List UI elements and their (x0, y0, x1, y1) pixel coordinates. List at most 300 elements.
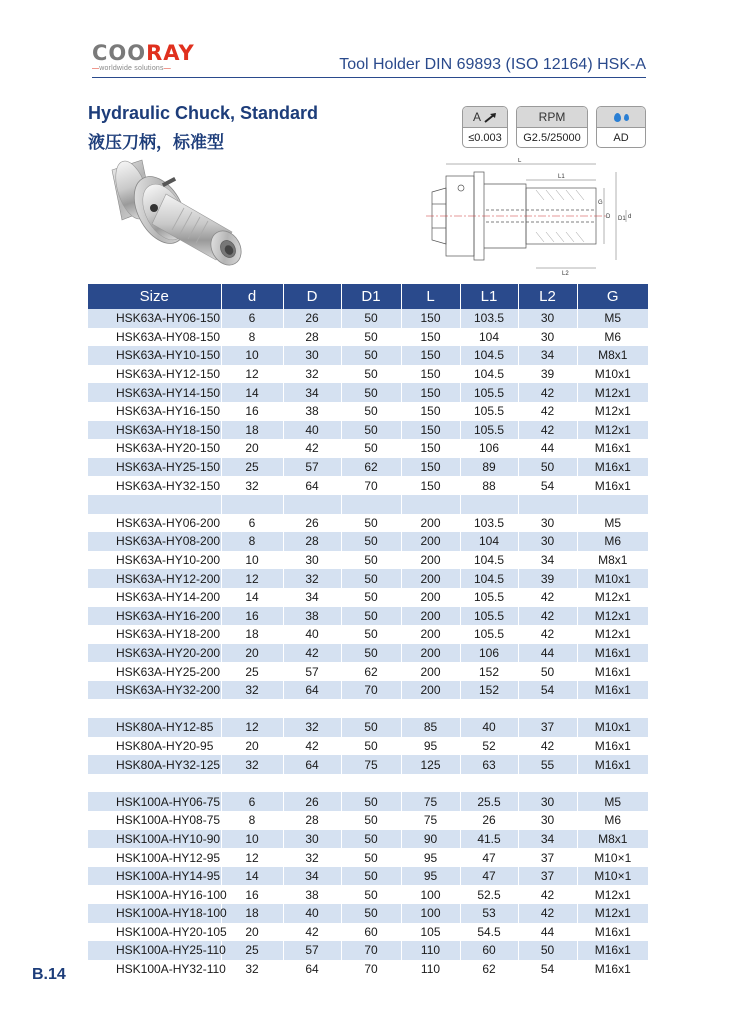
table-cell-g: M8x1 (577, 346, 648, 365)
runout-spec-box (462, 106, 508, 148)
dim-label-d: d (628, 214, 632, 220)
table-row (88, 941, 648, 960)
spec-table (88, 284, 648, 978)
table-cell-l2: 30 (518, 532, 577, 551)
table-cell-l: 200 (401, 588, 460, 607)
table-cell-l: 110 (401, 941, 460, 960)
table-cell-d: 30 (283, 830, 341, 849)
table-cell-l: 200 (401, 551, 460, 570)
coolant-value: AD (613, 132, 629, 144)
table-cell-l2: 50 (518, 662, 577, 681)
table-cell-l2: 42 (518, 421, 577, 440)
table-cell-size: HSK63A-HY08-200 (88, 532, 221, 551)
column-header-d: D (283, 284, 341, 309)
table-cell-d: 40 (283, 625, 341, 644)
table-cell-d: 32 (283, 718, 341, 737)
runout-label: A (472, 110, 481, 124)
table-cell-size: HSK100A-HY10-90 (88, 830, 221, 849)
table-cell-size: HSK100A-HY14-95 (88, 867, 221, 886)
table-cell-l: 200 (401, 514, 460, 533)
table-cell-d (283, 774, 341, 793)
table-cell-d: 26 (283, 792, 341, 811)
table-cell-g (577, 774, 648, 793)
table-cell-size: HSK63A-HY32-200 (88, 681, 221, 700)
table-cell-l2: 42 (518, 904, 577, 923)
table-cell-d: 20 (221, 439, 283, 458)
table-cell-l2: 37 (518, 848, 577, 867)
table-cell-l1: 105.5 (460, 607, 518, 626)
table-cell-l1: 105.5 (460, 588, 518, 607)
table-cell-l: 150 (401, 365, 460, 384)
table-cell-g: M8x1 (577, 551, 648, 570)
table-cell-size: HSK100A-HY08-75 (88, 811, 221, 830)
table-row (88, 830, 648, 849)
table-cell-l2: 50 (518, 941, 577, 960)
table-cell-l1: 47 (460, 867, 518, 886)
table-cell-d: 6 (221, 309, 283, 328)
table-cell-l1: 63 (460, 755, 518, 774)
table-cell-d: 12 (221, 848, 283, 867)
table-cell-l: 200 (401, 681, 460, 700)
table-cell-d: 38 (283, 402, 341, 421)
table-row (88, 737, 648, 756)
table-cell-d1: 70 (341, 941, 401, 960)
table-cell-size: HSK100A-HY25-110 (88, 941, 221, 960)
table-cell-size: HSK63A-HY10-150 (88, 346, 221, 365)
table-cell-size: HSK80A-HY12-85 (88, 718, 221, 737)
table-cell-size: HSK63A-HY25-150 (88, 458, 221, 477)
table-cell-l1: 53 (460, 904, 518, 923)
table-cell-l2: 50 (518, 458, 577, 477)
table-cell-l1: 60 (460, 941, 518, 960)
table-cell-l1: 47 (460, 848, 518, 867)
table-cell-l: 100 (401, 904, 460, 923)
table-row (88, 960, 648, 979)
table-cell-d: 18 (221, 421, 283, 440)
table-row (88, 532, 648, 551)
table-cell-d: 10 (221, 346, 283, 365)
table-cell-l2: 42 (518, 737, 577, 756)
table-cell-l1: 105.5 (460, 383, 518, 402)
table-cell-d: 32 (283, 569, 341, 588)
table-cell-l1: 104 (460, 328, 518, 347)
table-cell-d1: 50 (341, 328, 401, 347)
table-cell-d1: 50 (341, 421, 401, 440)
table-cell-l2: 55 (518, 755, 577, 774)
table-cell-size: HSK63A-HY10-200 (88, 551, 221, 570)
product-title-cn: 液压刀柄，标准型 (88, 133, 224, 153)
table-cell-d1: 50 (341, 402, 401, 421)
table-cell-l: 110 (401, 960, 460, 979)
table-row (88, 867, 648, 886)
rpm-spec-box (516, 106, 588, 148)
table-cell-g: M16x1 (577, 923, 648, 942)
table-cell-d: 32 (283, 365, 341, 384)
table-cell-l: 105 (401, 923, 460, 942)
table-cell-d: 8 (221, 328, 283, 347)
table-cell-l2: 34 (518, 346, 577, 365)
table-cell-size: HSK63A-HY14-150 (88, 383, 221, 402)
dim-label-D1: D1 (618, 216, 626, 222)
table-cell-l: 200 (401, 625, 460, 644)
table-cell-l1: 152 (460, 681, 518, 700)
table-cell-d: 42 (283, 737, 341, 756)
table-cell-size: HSK63A-HY32-150 (88, 476, 221, 495)
table-cell-d1: 50 (341, 718, 401, 737)
table-row (88, 402, 648, 421)
table-cell-d1: 50 (341, 383, 401, 402)
table-cell-l1: 104.5 (460, 569, 518, 588)
dim-label-L1: L1 (558, 174, 565, 180)
table-cell-d: 28 (283, 532, 341, 551)
table-cell-d: 57 (283, 662, 341, 681)
table-cell-g: M16x1 (577, 644, 648, 663)
page-number: B.14 (32, 966, 66, 983)
table-cell-l1: 88 (460, 476, 518, 495)
table-cell-l: 75 (401, 792, 460, 811)
brand-logo (92, 42, 202, 72)
table-cell-l1: 62 (460, 960, 518, 979)
table-cell-l: 200 (401, 644, 460, 663)
table-cell-d: 40 (283, 904, 341, 923)
table-row (88, 848, 648, 867)
table-cell-size: HSK63A-HY14-200 (88, 588, 221, 607)
table-cell-l1: 104.5 (460, 551, 518, 570)
table-cell-d: 20 (221, 923, 283, 942)
table-cell-d: 64 (283, 755, 341, 774)
table-cell-l2: 42 (518, 383, 577, 402)
table-cell-g (577, 495, 648, 514)
table-row (88, 607, 648, 626)
table-row (88, 904, 648, 923)
table-row (88, 923, 648, 942)
table-cell-d: 64 (283, 960, 341, 979)
table-cell-l1: 52 (460, 737, 518, 756)
table-cell-size: HSK63A-HY16-200 (88, 607, 221, 626)
table-cell-d: 25 (221, 458, 283, 477)
table-cell-d: 32 (221, 476, 283, 495)
table-row (88, 421, 648, 440)
table-cell-d: 14 (221, 383, 283, 402)
table-cell-size: HSK100A-HY16-100 (88, 885, 221, 904)
table-cell-g: M5 (577, 792, 648, 811)
table-cell-d: 8 (221, 811, 283, 830)
table-cell-l1: 152 (460, 662, 518, 681)
coolant-drops-icon (597, 107, 645, 128)
table-cell-l2: 30 (518, 792, 577, 811)
table-cell-d1: 70 (341, 681, 401, 700)
table-row (88, 755, 648, 774)
table-cell-d1: 75 (341, 755, 401, 774)
technical-drawing (426, 158, 641, 280)
table-cell-l2: 54 (518, 681, 577, 700)
table-cell-d: 57 (283, 458, 341, 477)
table-cell-g: M12x1 (577, 588, 648, 607)
table-cell-d: 10 (221, 551, 283, 570)
table-cell-l: 150 (401, 383, 460, 402)
table-cell-size: HSK63A-HY25-200 (88, 662, 221, 681)
table-cell-d (283, 495, 341, 514)
table-cell-d1: 50 (341, 532, 401, 551)
table-cell-l2: 42 (518, 625, 577, 644)
table-cell-g: M8x1 (577, 830, 648, 849)
table-cell-d1: 50 (341, 514, 401, 533)
table-cell-d1: 70 (341, 960, 401, 979)
table-cell-d: 16 (221, 607, 283, 626)
table-cell-d: 6 (221, 792, 283, 811)
table-cell-d: 57 (283, 941, 341, 960)
table-row (88, 662, 648, 681)
table-cell-d1: 50 (341, 644, 401, 663)
table-cell-l2: 42 (518, 885, 577, 904)
table-cell-d: 28 (283, 328, 341, 347)
table-cell-d: 30 (283, 551, 341, 570)
table-cell-g: M6 (577, 811, 648, 830)
table-cell-l2: 54 (518, 476, 577, 495)
table-cell-g: M16x1 (577, 458, 648, 477)
table-cell-d: 64 (283, 681, 341, 700)
table-cell-l2: 54 (518, 960, 577, 979)
table-cell-d: 20 (221, 737, 283, 756)
table-cell-l2: 42 (518, 588, 577, 607)
table-cell-d: 18 (221, 904, 283, 923)
table-cell-d1: 50 (341, 904, 401, 923)
runout-arrow-icon (484, 112, 497, 123)
table-cell-g: M12x1 (577, 421, 648, 440)
column-header-size: Size (88, 284, 221, 309)
table-cell-g: M12x1 (577, 402, 648, 421)
table-row (88, 439, 648, 458)
table-row (88, 644, 648, 663)
table-cell-d1: 50 (341, 737, 401, 756)
table-row (88, 514, 648, 533)
table-cell-size: HSK80A-HY20-95 (88, 737, 221, 756)
table-cell-g: M5 (577, 514, 648, 533)
table-cell-d1: 50 (341, 792, 401, 811)
table-cell-d1: 50 (341, 625, 401, 644)
table-cell-d1: 70 (341, 476, 401, 495)
table-cell-l2: 42 (518, 607, 577, 626)
table-cell-l2 (518, 774, 577, 793)
table-cell-d1: 50 (341, 885, 401, 904)
table-cell-size: HSK63A-HY18-200 (88, 625, 221, 644)
brand-wordmark: COORAY (92, 41, 195, 65)
table-cell-d: 14 (221, 588, 283, 607)
table-cell-size: HSK63A-HY12-150 (88, 365, 221, 384)
table-row (88, 792, 648, 811)
table-cell-g: M16x1 (577, 439, 648, 458)
table-cell-d: 42 (283, 923, 341, 942)
table-cell-g: M6 (577, 328, 648, 347)
table-cell-g: M12x1 (577, 625, 648, 644)
table-cell-d: 16 (221, 402, 283, 421)
table-cell-size: HSK100A-HY18-100 (88, 904, 221, 923)
table-cell-d1: 50 (341, 551, 401, 570)
table-cell-l: 150 (401, 346, 460, 365)
coolant-spec-box (596, 106, 646, 148)
table-cell-l2: 34 (518, 830, 577, 849)
table-cell-l2: 44 (518, 439, 577, 458)
table-cell-size: HSK100A-HY20-105 (88, 923, 221, 942)
header-divider (92, 77, 646, 78)
table-cell-d: 28 (283, 811, 341, 830)
table-cell-g: M12x1 (577, 885, 648, 904)
table-spacer-row (88, 699, 648, 718)
table-cell-l2: 44 (518, 923, 577, 942)
table-cell-g: M10×1 (577, 867, 648, 886)
table-cell-d: 32 (221, 681, 283, 700)
table-cell-d1: 50 (341, 830, 401, 849)
column-header-l1: L1 (460, 284, 518, 309)
table-cell-g: M12x1 (577, 904, 648, 923)
table-cell-l2: 30 (518, 811, 577, 830)
table-cell-g: M16x1 (577, 662, 648, 681)
column-header-l: L (401, 284, 460, 309)
table-cell-size: HSK63A-HY18-150 (88, 421, 221, 440)
table-cell-l: 75 (401, 811, 460, 830)
table-cell-size: HSK63A-HY20-200 (88, 644, 221, 663)
table-cell-d: 34 (283, 383, 341, 402)
table-cell-l1: 52.5 (460, 885, 518, 904)
dim-label-D: D (606, 214, 611, 220)
rpm-label: RPM (517, 107, 587, 128)
table-cell-d1 (341, 699, 401, 718)
table-cell-l (401, 774, 460, 793)
table-cell-l1: 106 (460, 644, 518, 663)
table-cell-l: 95 (401, 848, 460, 867)
table-cell-size: HSK63A-HY06-200 (88, 514, 221, 533)
table-cell-d1: 50 (341, 811, 401, 830)
column-header-d1: D1 (341, 284, 401, 309)
table-cell-l (401, 495, 460, 514)
table-cell-l2: 30 (518, 514, 577, 533)
table-cell-d: 20 (221, 644, 283, 663)
column-header-g: G (577, 284, 648, 309)
table-row (88, 476, 648, 495)
table-cell-d: 18 (221, 625, 283, 644)
table-cell-g: M12x1 (577, 383, 648, 402)
dim-label-L: L (518, 158, 522, 164)
table-cell-l: 150 (401, 458, 460, 477)
table-cell-g: M16x1 (577, 681, 648, 700)
column-header-l2: L2 (518, 284, 577, 309)
table-cell-l2: 39 (518, 365, 577, 384)
column-header-d: d (221, 284, 283, 309)
table-cell-d: 32 (283, 848, 341, 867)
table-cell-l2: 34 (518, 551, 577, 570)
table-cell-l1: 41.5 (460, 830, 518, 849)
product-photo (104, 150, 264, 280)
table-cell-l1: 26 (460, 811, 518, 830)
table-cell-size: HSK63A-HY12-200 (88, 569, 221, 588)
table-cell-d: 16 (221, 885, 283, 904)
table-cell-d: 64 (283, 476, 341, 495)
table-cell-d1: 50 (341, 588, 401, 607)
product-title-en: Hydraulic Chuck, Standard (88, 103, 319, 123)
table-cell-l1: 106 (460, 439, 518, 458)
table-cell-l1: 103.5 (460, 514, 518, 533)
table-cell-d: 34 (283, 588, 341, 607)
table-cell-size (88, 774, 221, 793)
table-cell-d1: 62 (341, 662, 401, 681)
table-cell-d: 30 (283, 346, 341, 365)
table-cell-d1: 50 (341, 607, 401, 626)
table-cell-d: 25 (221, 941, 283, 960)
table-cell-l1: 105.5 (460, 625, 518, 644)
table-cell-d: 40 (283, 421, 341, 440)
table-cell-d1: 50 (341, 569, 401, 588)
table-cell-g: M10x1 (577, 365, 648, 384)
table-row (88, 569, 648, 588)
table-cell-l2: 30 (518, 328, 577, 347)
table-cell-l: 200 (401, 607, 460, 626)
table-cell-d: 38 (283, 885, 341, 904)
table-cell-size: HSK80A-HY32-125 (88, 755, 221, 774)
table-cell-g: M16x1 (577, 476, 648, 495)
table-cell-l2 (518, 699, 577, 718)
table-cell-d (221, 495, 283, 514)
table-row (88, 811, 648, 830)
table-cell-d1: 60 (341, 923, 401, 942)
table-cell-l: 200 (401, 662, 460, 681)
table-cell-d: 12 (221, 718, 283, 737)
table-cell-g: M10×1 (577, 848, 648, 867)
table-row (88, 718, 648, 737)
dim-label-G: G (598, 200, 603, 206)
table-cell-g: M10x1 (577, 718, 648, 737)
table-cell-d1 (341, 495, 401, 514)
table-cell-d: 42 (283, 439, 341, 458)
table-row (88, 346, 648, 365)
table-cell-l1 (460, 495, 518, 514)
table-cell-l1: 25.5 (460, 792, 518, 811)
table-cell-size: HSK63A-HY16-150 (88, 402, 221, 421)
table-cell-l: 150 (401, 476, 460, 495)
table-cell-g: M12x1 (577, 607, 648, 626)
catalog-section-title: Tool Holder DIN 69893 (ISO 12164) HSK-A (339, 56, 646, 73)
table-cell-l2: 37 (518, 718, 577, 737)
runout-value: ≤0.003 (468, 132, 502, 144)
table-cell-l: 95 (401, 737, 460, 756)
table-cell-l1: 105.5 (460, 402, 518, 421)
table-cell-l1: 54.5 (460, 923, 518, 942)
table-cell-d1: 50 (341, 309, 401, 328)
table-cell-d1: 50 (341, 346, 401, 365)
table-cell-g: M5 (577, 309, 648, 328)
table-cell-d1: 50 (341, 365, 401, 384)
table-cell-d: 12 (221, 569, 283, 588)
table-cell-l: 150 (401, 402, 460, 421)
table-cell-d (221, 774, 283, 793)
table-cell-d: 26 (283, 514, 341, 533)
table-cell-d: 6 (221, 514, 283, 533)
table-cell-d1: 50 (341, 848, 401, 867)
table-cell-d1: 50 (341, 439, 401, 458)
table-row (88, 309, 648, 328)
table-cell-d: 12 (221, 365, 283, 384)
table-cell-g: M16x1 (577, 960, 648, 979)
table-cell-l2: 42 (518, 402, 577, 421)
table-cell-d: 25 (221, 662, 283, 681)
table-row (88, 681, 648, 700)
table-cell-d: 8 (221, 532, 283, 551)
table-cell-d: 10 (221, 830, 283, 849)
table-cell-l: 200 (401, 532, 460, 551)
table-cell-d (283, 699, 341, 718)
table-cell-size: HSK100A-HY12-95 (88, 848, 221, 867)
table-cell-l2: 44 (518, 644, 577, 663)
table-cell-l1: 104 (460, 532, 518, 551)
